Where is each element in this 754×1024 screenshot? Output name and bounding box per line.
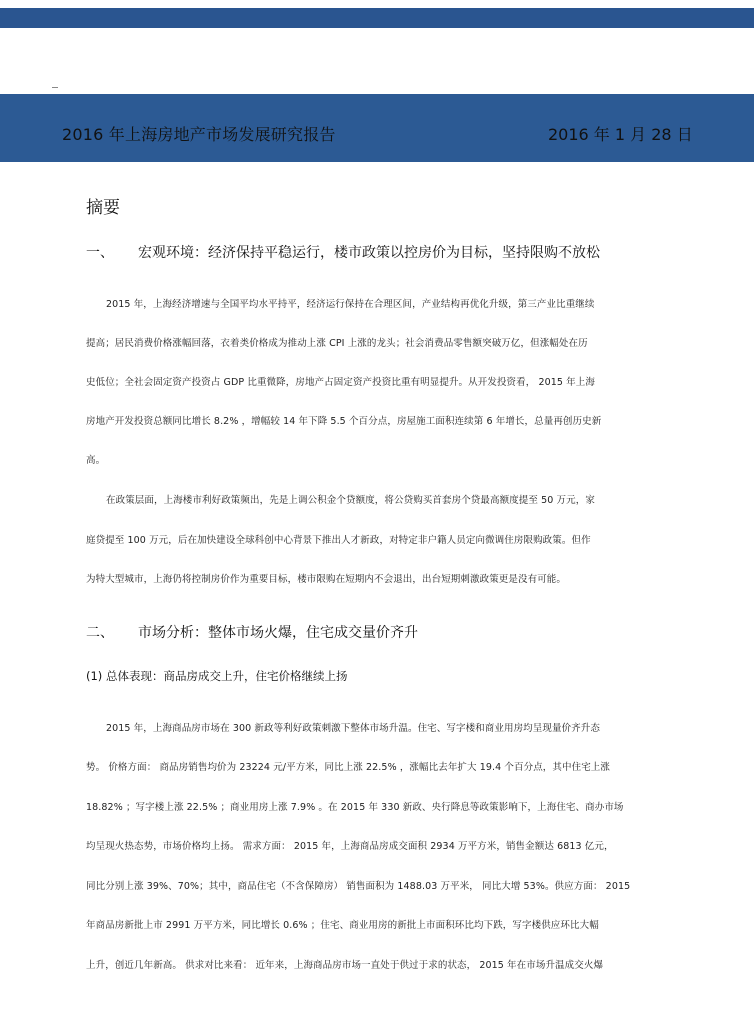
section2-line: 同比分别上涨 39%、70%；其中，商品住宅（不含保障房） 销售面积为 1488.03 万平米， 同比大增 53%。供应方面： 2015 (86, 881, 631, 892)
section2-subheading: (1) 总体表现：商品房成交上升，住宅价格继续上扬 (86, 669, 348, 683)
report-title: 2016 年上海房地产市场发展研究报告 (62, 125, 336, 144)
section1-title: 宏观环境：经济保持平稳运行，楼市政策以控房价为目标，坚持限购不放松 (138, 245, 600, 261)
section2-line: 上升，创近几年新高。 供求对比来看： 近年来，上海商品房市场一直处于供过于求的状态， 2015 年在市场升温成交火爆 (86, 960, 604, 971)
section1-line: 2015 年，上海经济增速与全国平均水平持平，经济运行保持在合理区间，产业结构再优化升级，第三产业比重继续 (106, 299, 595, 310)
page-mark (52, 87, 58, 88)
section1-line: 提高；居民消费价格涨幅回落，衣着类价格成为推动上涨 CPI 上涨的龙头；社会消费品零售额突破万亿，但涨幅处在历 (86, 338, 588, 349)
section2-line: 18.82% ；写字楼上涨 22.5% ；商业用房上涨 7.9% 。在 2015 年 330 新政、央行降息等政策影响下，上海住宅、商办市场 (86, 802, 624, 813)
top-color-band (0, 8, 754, 28)
section2-line: 势。 价格方面： 商品房销售均价为 23224 元/平方米，同比上涨 22.5% ，涨幅比去年扩大 19.4 个百分点，其中住宅上涨 (86, 762, 611, 773)
report-date: 2016 年 1 月 28 日 (548, 125, 693, 144)
section2-line: 年商品房新批上市 2991 万平方米，同比增长 0.6% ；住宅、商业用房的新批上市面积环比均下跌，写字楼供应环比大幅 (86, 920, 599, 931)
section2-line: 2015 年，上海商品房市场在 300 新政等利好政策刺激下整体市场升温。住宅、写字楼和商业用房均呈现量价齐升态 (106, 723, 600, 734)
section2-line: 均呈现火热态势，市场价格均上扬。 需求方面： 2015 年，上海商品房成交面积 2934 万平方米，销售金额达 6813 亿元， (86, 841, 614, 852)
section1-line: 房地产开发投资总额同比增长 8.2% ，增幅较 14 年下降 5.5 个百分点，房屋施工面积连续第 6 年增长，总量再创历史新 (86, 416, 602, 427)
section1-line: 在政策层面，上海楼市利好政策频出，先是上调公积金个贷额度，将公贷购买首套房个贷最高额度提至 50 万元，家 (106, 495, 595, 506)
section1-line: 为特大型城市，上海仍将控制房价作为重要目标，楼市限购在短期内不会退出，出台短期刺激政策更是没有可能。 (86, 574, 567, 585)
abstract-heading: 摘要 (86, 198, 120, 218)
section1-line: 庭贷提至 100 万元，后在加快建设全球科创中心背景下推出人才新政，对特定非户籍人员定向微调住房限购政策。但作 (86, 535, 591, 546)
section1-line: 史低位；全社会固定资产投资占 GDP 比重微降，房地产占固定资产投资比重有明显提升。从开发投资看， 2015 年上海 (86, 377, 595, 388)
section1-line: 高。 (86, 455, 106, 466)
section2-title: 市场分析：整体市场火爆，住宅成交量价齐升 (138, 625, 418, 641)
section2-number: 二、 (86, 625, 114, 641)
section1-number: 一、 (86, 245, 114, 261)
